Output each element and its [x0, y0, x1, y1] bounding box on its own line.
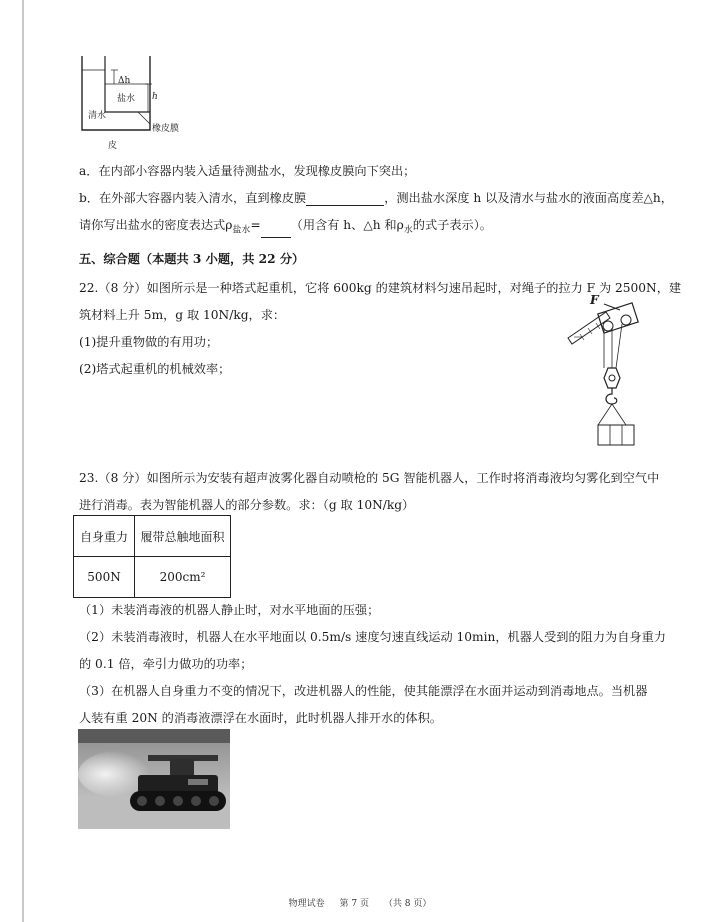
label-freshwater: 清水: [88, 111, 107, 121]
q23-sub2-line2: 的 0.1 倍，牵引力做功的功率；: [79, 657, 253, 671]
table-row: [74, 516, 231, 557]
footer-total: （共 8 页）: [383, 899, 432, 909]
step-b-line2-text4: 的式子表示）。: [412, 218, 492, 232]
table-row: [74, 557, 231, 598]
q23-sub1: （1）未装消毒液的机器人静止时，对水平地面的压强；: [79, 603, 380, 617]
page-footer: [0, 896, 720, 909]
label-skin: 皮: [108, 141, 118, 151]
answer-blank-1[interactable]: [306, 193, 384, 206]
footer-subject: 物理试卷: [288, 899, 325, 909]
table-header-weight: 自身重力: [74, 516, 135, 557]
label-delta-h: Δh: [118, 76, 131, 86]
label-h: h: [152, 92, 158, 102]
subscript-water: 水: [403, 225, 413, 236]
q22-sub1: (1)提升重物做的有用功；: [79, 335, 219, 349]
step-b-text2: ，测出盐水深度 h 以及清水与盐水的液面高度差△h，: [384, 191, 673, 205]
q23-line2: 进行消毒。表为智能机器人的部分参数。求：（g 取 10N/kg）: [79, 498, 415, 512]
step-b-line2-text1: 请你写出盐水的密度表达式ρ: [79, 218, 233, 232]
crane-pulley-diagram: [560, 290, 650, 450]
step-a: a．在内部小容器内装入适量待测盐水，发现橡皮膜向下突出；: [79, 164, 416, 178]
answer-blank-2[interactable]: [261, 225, 291, 238]
q23-sub3-line2: 人装有重 20N 的消毒液漂浮在水面时，此时机器人排开水的体积。: [79, 711, 442, 725]
q22-line2: 筑材料上升 5m，g 取 10N/kg，求：: [79, 308, 286, 322]
step-b-line1: [79, 190, 673, 206]
container-diagram: [78, 52, 198, 148]
robot-photo: [78, 729, 230, 829]
section-title: 五、综合题（本题共 3 小题，共 22 分）: [79, 252, 305, 266]
step-b-line2-text2: =: [250, 218, 261, 232]
force-label: F: [590, 293, 599, 307]
q23-sub2-line1: （2）未装消毒液时，机器人在水平地面以 0.5m/s 速度匀速直线运动 10min，机器人受到的阻力为自身重力: [79, 630, 666, 644]
step-b-line2: [79, 217, 492, 238]
table-header-area: 履带总触地面积: [135, 516, 231, 557]
step-b-line2-text3: （用含有 h、△h 和ρ: [290, 218, 404, 232]
q22-line1: 22.（8 分）如图所示是一种塔式起重机，它将 600kg 的建筑材料匀速吊起时，对绳子的拉力 F 为 2500N，建: [79, 281, 682, 295]
binding-margin-line: [22, 0, 24, 922]
q22-sub2: (2)塔式起重机的机械效率；: [79, 362, 231, 376]
subscript-saltwater: 盐水: [232, 225, 251, 236]
robot-parameter-table: [73, 515, 231, 598]
q23-line1: 23.（8 分）如图所示为安装有超声波雾化器自动喷枪的 5G 智能机器人，工作时将消毒液均匀雾化到空气中: [79, 471, 660, 485]
label-membrane: 橡皮膜: [152, 124, 180, 134]
footer-page: 第 7 页: [339, 899, 369, 909]
table-cell-weight: 500N: [74, 557, 135, 598]
table-cell-area: 200cm²: [135, 557, 231, 598]
q23-sub3-line1: （3）在机器人自身重力不变的情况下，改进机器人的性能，使其能漂浮在水面并运动到消毒地点。当机器: [79, 684, 648, 698]
step-b-text1: b．在外部大容器内装入清水，直到橡皮膜: [79, 191, 307, 205]
label-saltwater: 盐水: [117, 94, 136, 104]
